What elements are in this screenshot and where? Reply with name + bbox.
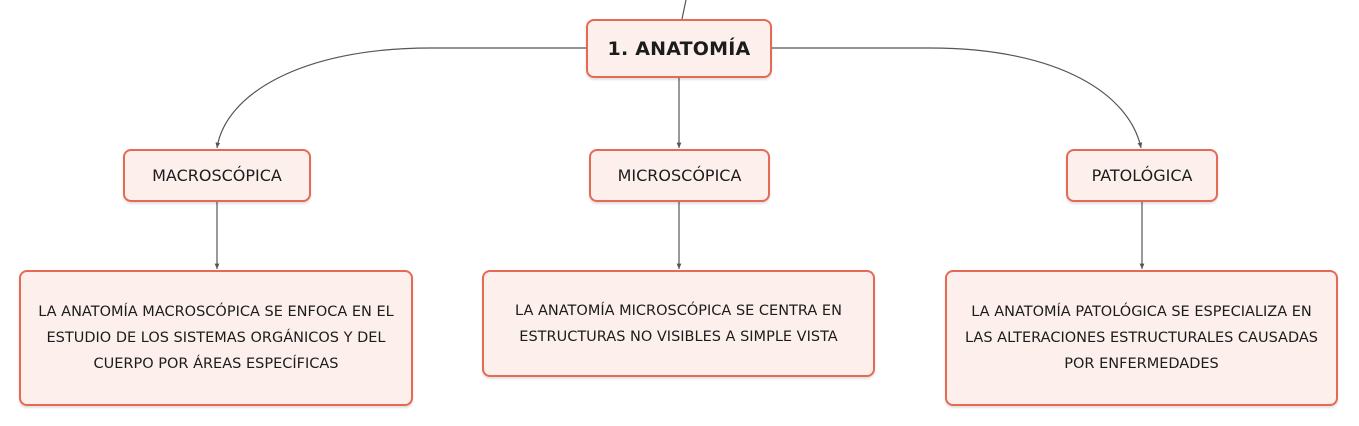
node-microscopica[interactable]	[589, 149, 770, 202]
node-label: MACROSCÓPICA	[152, 166, 282, 185]
description-node-patologica[interactable]	[945, 270, 1338, 406]
root-node-label: 1. ANATOMÍA	[607, 37, 751, 60]
description-node-macroscopica[interactable]	[19, 270, 413, 406]
node-macroscopica[interactable]	[123, 149, 311, 202]
incoming-connector	[682, 0, 686, 19]
connector-root-patologica	[772, 48, 1141, 148]
description-text: LA ANATOMÍA MACROSCÓPICA SE ENFOCA EN EL ESTUDIO DE LOS SISTEMAS ORGÁNICOS Y DEL CUERPO POR ÁREAS ESPECÍFICAS	[38, 304, 394, 372]
root-node-anatomia[interactable]	[586, 19, 772, 78]
description-text: LA ANATOMÍA PATOLÓGICA SE ESPECIALIZA EN LAS ALTERACIONES ESTRUCTURALES CAUSADAS POR ENFERMEDADES	[965, 304, 1318, 372]
connector-root-macroscopica	[217, 48, 586, 148]
description-node-microscopica[interactable]	[482, 270, 875, 377]
node-label: MICROSCÓPICA	[617, 166, 742, 185]
node-patologica[interactable]	[1066, 149, 1218, 202]
node-label: PATOLÓGICA	[1091, 166, 1193, 185]
description-text: LA ANATOMÍA MICROSCÓPICA SE CENTRA EN ESTRUCTURAS NO VISIBLES A SIMPLE VISTA	[515, 302, 842, 345]
